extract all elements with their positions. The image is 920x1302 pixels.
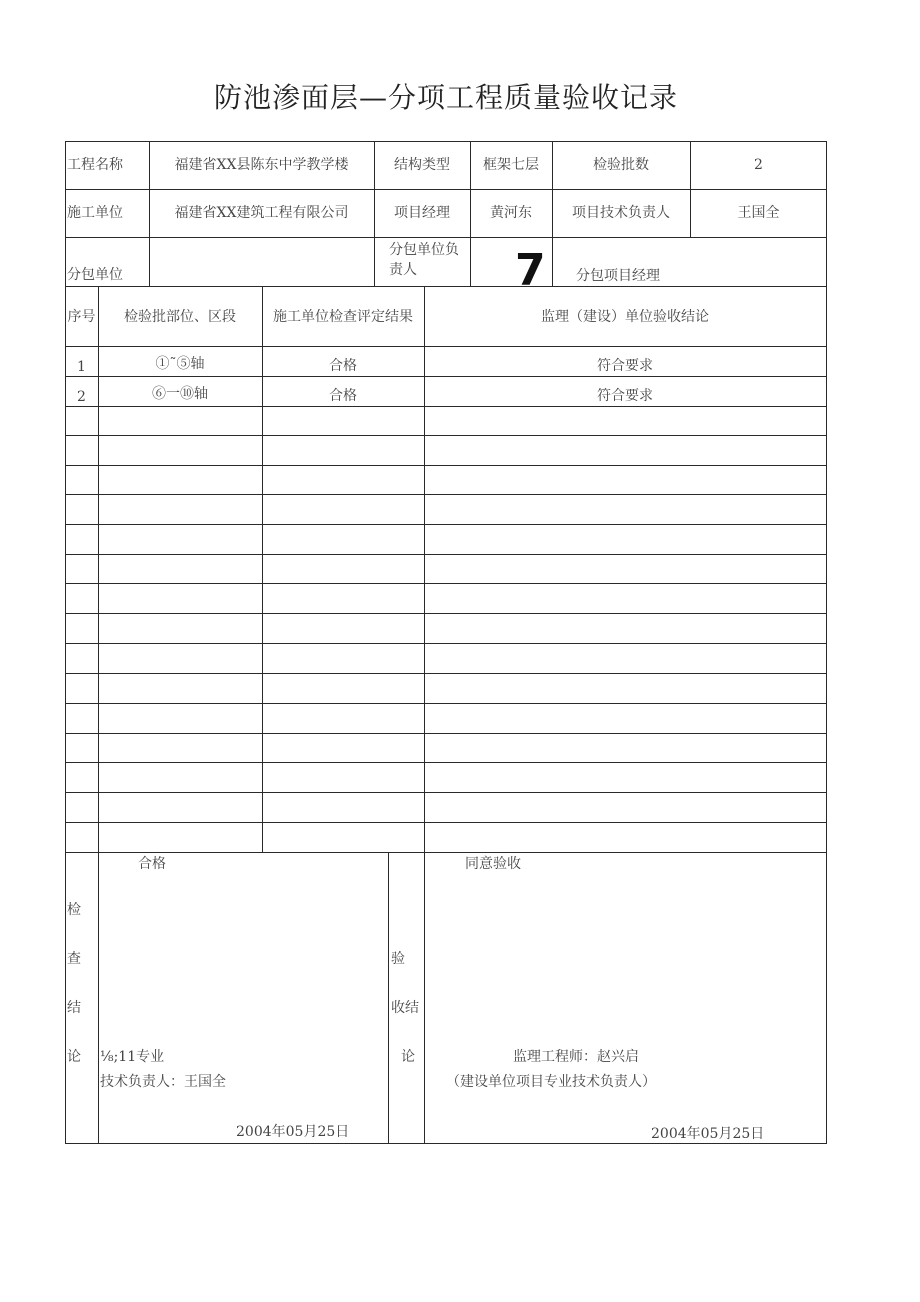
construction-unit-label: 施工单位 (67, 205, 123, 221)
check-label-4: 论 (67, 1049, 81, 1065)
accept-signer-line2: （建设单位项目专业技术负责人） (446, 1074, 656, 1090)
accept-date: 2004年05月25日 (651, 1126, 765, 1142)
accept-label-3: 论 (401, 1049, 415, 1065)
row-2-seq: 2 (77, 389, 86, 405)
check-signer-line2: 技术负责人：王国全 (100, 1074, 226, 1090)
sub-project-manager-label: 分包项目经理 (576, 268, 660, 284)
tech-lead-value: 王国全 (737, 205, 780, 221)
construction-unit-value: 福建省XX建筑工程有限公司 (174, 205, 349, 221)
row-2-result: 合格 (329, 388, 357, 404)
check-date: 2004年05月25日 (236, 1124, 350, 1140)
col-result-header: 施工单位检查评定结果 (273, 309, 413, 325)
row-2-conclusion: 符合要求 (597, 388, 653, 404)
project-name-value: 福建省XX县陈东中学教学楼 (174, 157, 349, 173)
accept-label-2: 收结 (391, 1000, 419, 1016)
col-conclusion-header: 监理（建设）单位验收结论 (541, 309, 709, 325)
col-seq-header: 序号 (67, 309, 96, 325)
accept-label-1: 验 (391, 951, 405, 967)
project-manager-value: 黄河东 (490, 205, 532, 221)
page-title: 防池渗面层—分项工程质量验收记录 (213, 81, 678, 114)
check-label-3: 结 (67, 1000, 81, 1016)
row-1-location: ①˜⑤轴 (155, 356, 205, 372)
sub-unit-head-mark: 7 (515, 245, 546, 296)
structure-type-value: 框架七层 (483, 157, 539, 173)
row-1-seq: 1 (77, 359, 86, 375)
row-1-conclusion: 符合要求 (597, 358, 653, 374)
row-1-result: 合格 (329, 358, 357, 374)
row-2-location: ⑥一⑩轴 (152, 386, 208, 402)
sub-unit-label: 分包单位 (67, 267, 123, 283)
structure-type-label: 结构类型 (394, 157, 450, 173)
project-manager-label: 项目经理 (394, 205, 450, 221)
batch-count-value: 2 (754, 157, 763, 173)
accept-signer-line1: 监理工程师：赵兴启 (513, 1049, 639, 1065)
check-signer-line1: ⅛;11专业 (100, 1049, 165, 1065)
project-name-label: 工程名称 (67, 157, 123, 173)
check-label-2: 查 (67, 951, 81, 967)
sub-unit-head-label: 分包单位负责人 (389, 242, 459, 279)
batch-count-label: 检验批数 (593, 157, 649, 173)
check-result-text: 合格 (138, 856, 166, 872)
accept-result-text: 同意验收 (465, 856, 521, 872)
inspection-record-table (65, 141, 827, 1144)
tech-lead-label: 项目技术负责人 (572, 205, 670, 221)
check-label-1: 检 (67, 902, 81, 918)
col-location-header: 检验批部位、区段 (124, 309, 236, 325)
